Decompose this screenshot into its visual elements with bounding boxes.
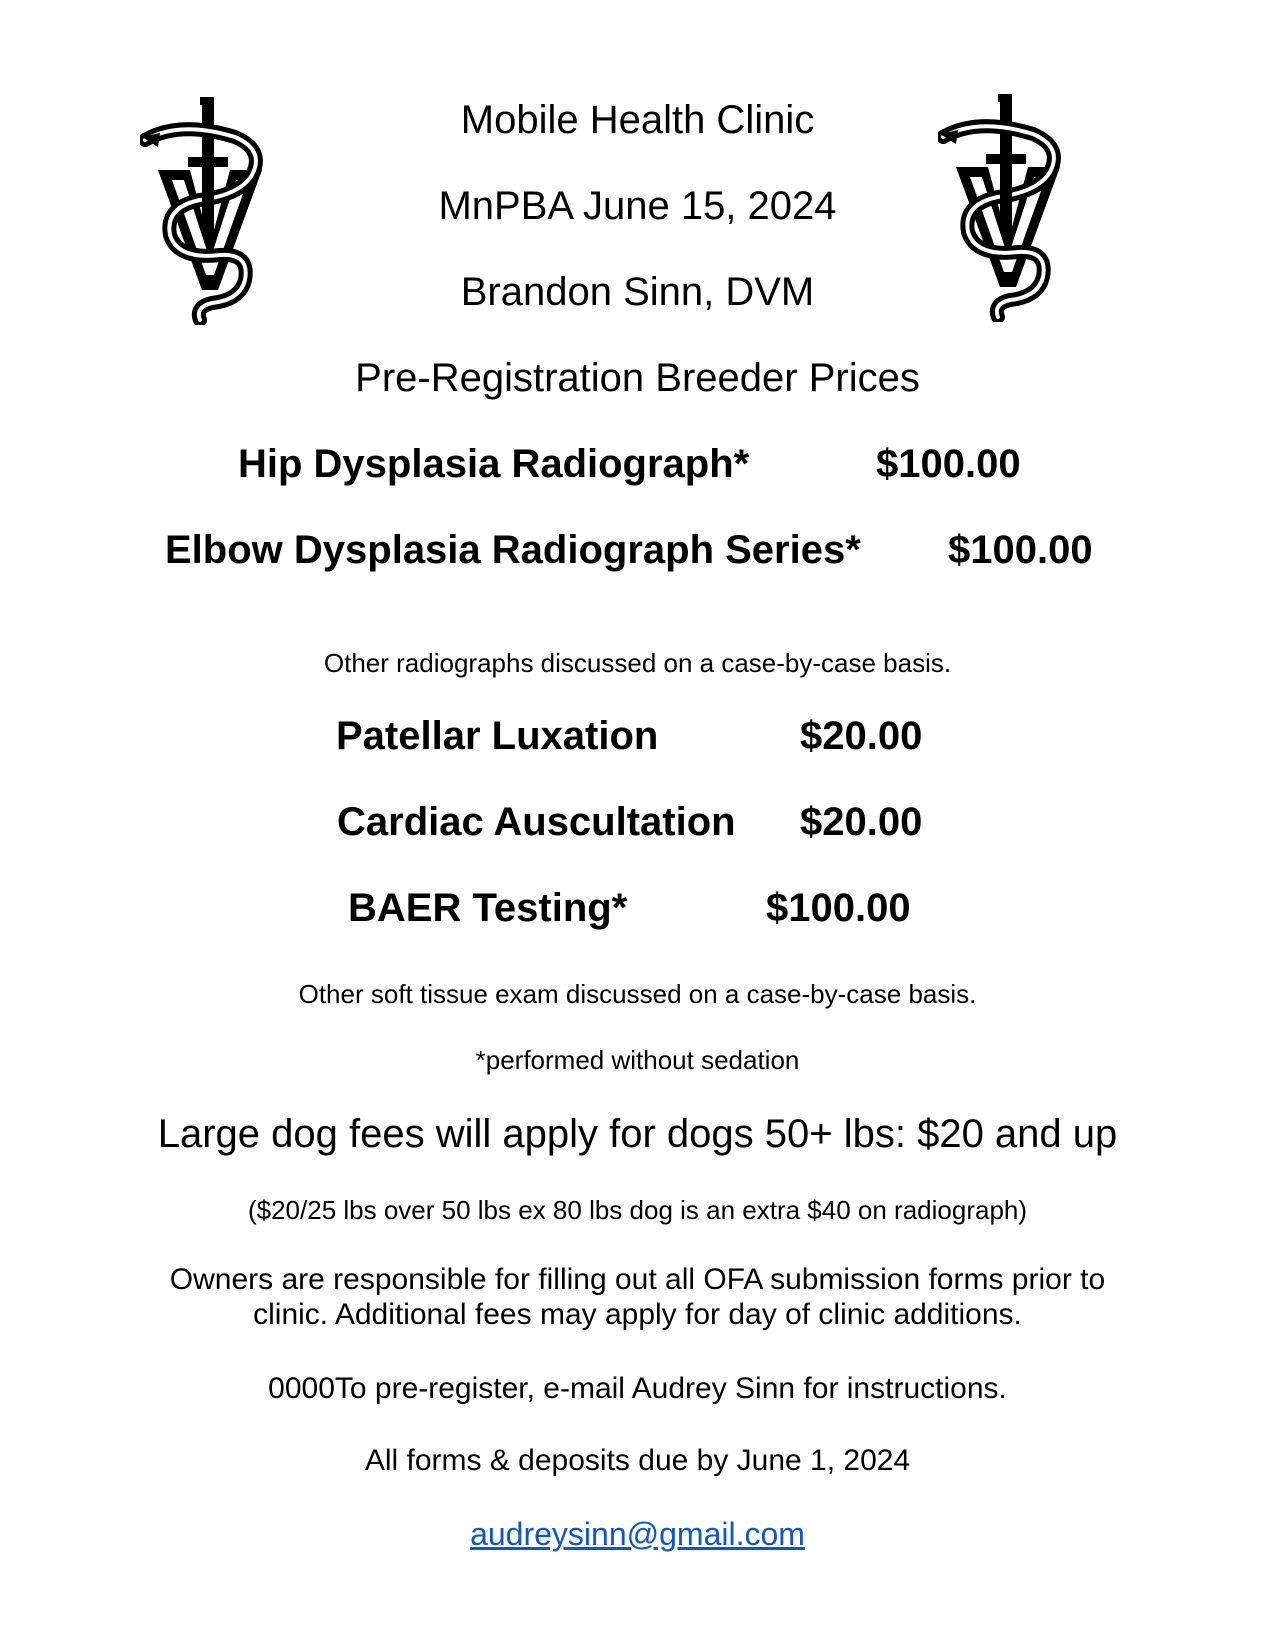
doctor-name: Brandon Sinn, DVM — [460, 270, 815, 314]
clinic-title: Mobile Health Clinic — [460, 98, 815, 142]
soft-tissue-note: Other soft tissue exam discussed on a case-by-case basis. — [298, 979, 977, 1009]
deadline-note: All forms & deposits due by June 1, 2024 — [364, 1444, 911, 1477]
service-name: Elbow Dysplasia Radiograph Series* — [165, 528, 861, 572]
event-date: MnPBA June 15, 2024 — [438, 184, 837, 228]
price-list-subtitle: Pre-Registration Breeder Prices — [355, 356, 920, 400]
large-dog-fee-detail: ($20/25 lbs over 50 lbs ex 80 lbs dog is an extra $40 on radiograph) — [247, 1195, 1028, 1225]
contact-email-link[interactable]: audreysinn@gmail.com — [470, 1516, 805, 1552]
owners-note-line2: clinic. Additional fees may apply for day of clinic additions. — [253, 1298, 1022, 1331]
service-price: $100.00 — [766, 886, 911, 930]
large-dog-fee: Large dog fees will apply for dogs 50+ lbs: $20 and up — [157, 1112, 1118, 1156]
owners-note-line1: Owners are responsible for filling out all OFA submission forms prior to — [169, 1263, 1106, 1296]
service-price: $100.00 — [948, 528, 1093, 572]
service-name: Hip Dysplasia Radiograph* — [238, 442, 750, 486]
registration-note: 0000To pre-register, e-mail Audrey Sinn for instructions. — [268, 1372, 1007, 1405]
service-price: $20.00 — [800, 714, 923, 758]
service-name: BAER Testing* — [348, 886, 628, 930]
service-price: $20.00 — [800, 800, 923, 844]
service-name: Cardiac Auscultation — [337, 800, 736, 844]
service-price: $100.00 — [876, 442, 1021, 486]
radiographs-note: Other radiographs discussed on a case-by-case basis. — [323, 648, 952, 678]
service-name: Patellar Luxation — [336, 714, 659, 758]
sedation-note: *performed without sedation — [475, 1045, 800, 1075]
